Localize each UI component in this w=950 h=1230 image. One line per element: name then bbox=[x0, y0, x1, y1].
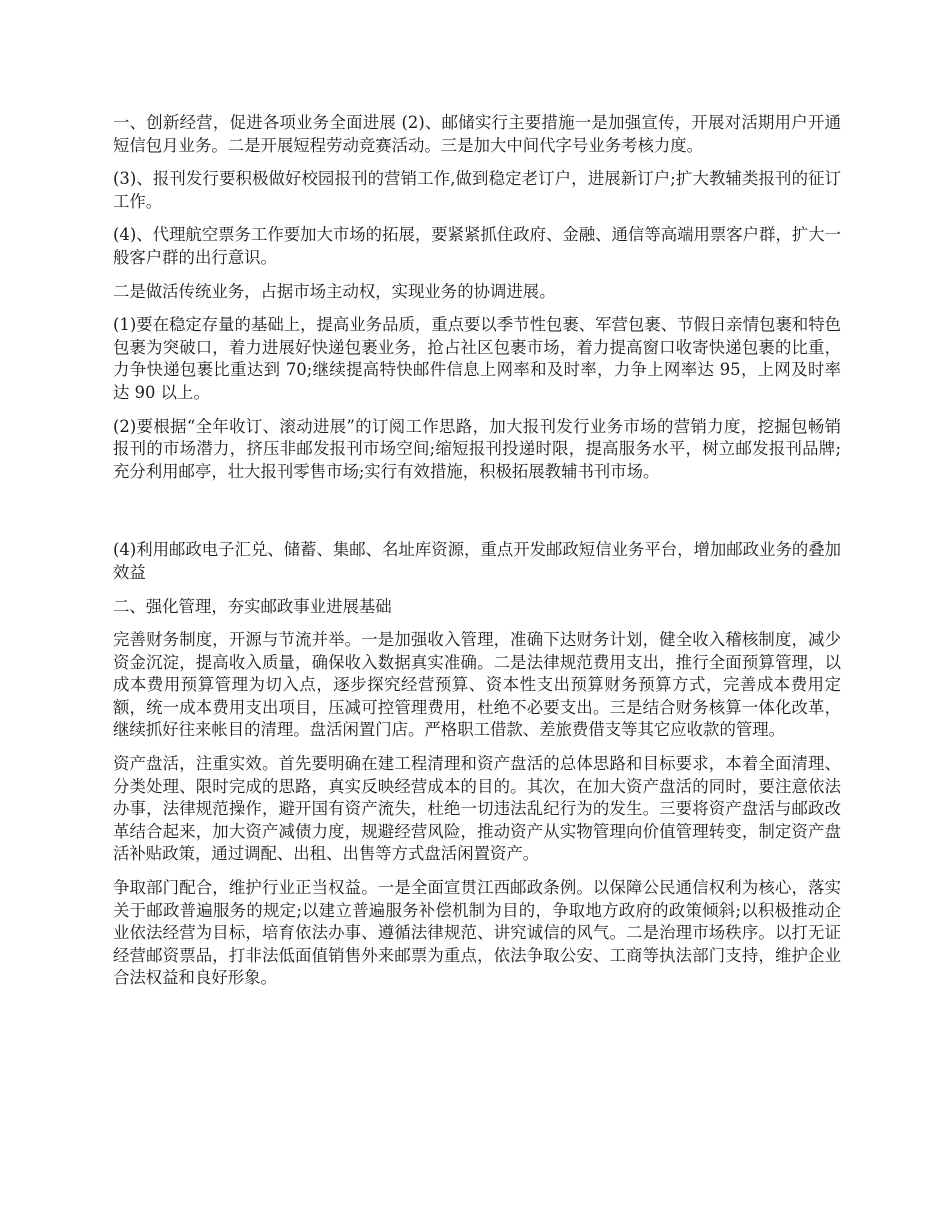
paragraph-newspaper-distribution: (3)、报刊发行要积极做好校园报刊的营销工作,做到稳定老订户，进展新订户;扩大教辅类报刊的征订工作。 bbox=[113, 169, 841, 211]
paragraph-financial-system: 完善财务制度，开源与节流并举。一是加强收入管理，准确下达财务计划，健全收入稽核制度，减少资金沉淀，提高收入质量，确保收入数据真实准确。二是法律规范费用支出，推行全面预算管理，以成本费用预算管理为切入点，逐步探究经营预算、资本性支出预算财务预算方式，完善成本费用定额，统一成本费用支出项目，压减可控管理费用，杜绝不必要支出。三是结合财务核算一体化改革，继续抓好往来帐目的清理。盘活闲置门店。严格职工借款、差旅费借支等其它应收款的管理。 bbox=[113, 630, 841, 740]
paragraph-subscription-work: (2)要根据“全年收订、滚动进展”的订阅工作思路，加大报刊发行业务市场的营销力度，挖掘包畅销报刊的市场潜力，挤压非邮发报刊市场空间;缩短报刊投递时限，提高服务水平，树立邮发报刊品牌;充分利用邮亭，壮大报刊零售市场;实行有效措施，积极拓展教辅书刊市场。 bbox=[113, 416, 841, 481]
paragraph-innovation-postal-savings: 一、创新经营，促进各项业务全面进展 (2)、邮储实行主要措施一是加强宣传，开展对活期用户开通短信包月业务。二是开展短程劳动竞赛活动。三是加大中间代字号业务考核力度。 bbox=[113, 113, 841, 155]
paragraph-air-ticket-agency: (4)、代理航空票务工作要加大市场的拓展，要紧紧抓住政府、金融、通信等高端用票客户群，扩大一般客户群的出行意识。 bbox=[113, 225, 842, 267]
document-body bbox=[113, 112, 841, 1001]
section-heading-management: 二、强化管理，夯实邮政事业进展基础 bbox=[113, 596, 392, 616]
section-gap bbox=[113, 494, 841, 539]
paragraph-electronic-remittance: (4)利用邮政电子汇兑、储蓄、集邮、名址库资源，重点开发邮政短信业务平台，增加邮政业务的叠加效益 bbox=[113, 540, 842, 582]
paragraph-parcel-express: (1)要在稳定存量的基础上，提高业务品质，重点要以季节性包裹、军营包裹、节假日亲情包裹和特色包裹为突破口，着力进展好快递包裹业务，抢占社区包裹市场，着力提高窗口收寄快递包裹的比重，力争快递包裹比重达到 70;继续提高特快邮件信息上网率和及时率，力争上网率达 95，上网及时率达 90 以上。 bbox=[113, 315, 842, 402]
paragraph-asset-revitalization: 资产盘活，注重实效。首先要明确在建工程清理和资产盘活的总体思路和目标要求，本着全面清理、分类处理、限时完成的思路，真实反映经营成本的目的。其次，在加大资产盘活的同时，要注意依法办事，法律规范操作，避开国有资产流失，杜绝一切违法乱纪行为的发生。三要将资产盘活与邮政改革结合起来，加大资产减债力度，规避经营风险，推动资产从实物管理向价值管理转变，制定资产盘活补贴政策，通过调配、出租、出售等方式盘活闲置资产。 bbox=[113, 754, 841, 864]
paragraph-traditional-business: 二是做活传统业务，占据市场主动权，实现业务的协调进展。 bbox=[113, 281, 556, 301]
paragraph-department-cooperation: 争取部门配合，维护行业正当权益。一是全面宣贯江西邮政条例。以保障公民通信权利为核心，落实关于邮政普遍服务的规定;以建立普遍服务补偿机制为目的，争取地方政府的政策倾斜;以积极推动企业依法经营为目标，培育依法办事、遵循法律规范、讲究诚信的风气。二是治理市场秩序。以打无证经营邮资票品，打非法低面值销售外来邮票为重点，依法争取公安、工商等执法部门支持，维护企业合法权益和良好形象。 bbox=[113, 878, 841, 988]
